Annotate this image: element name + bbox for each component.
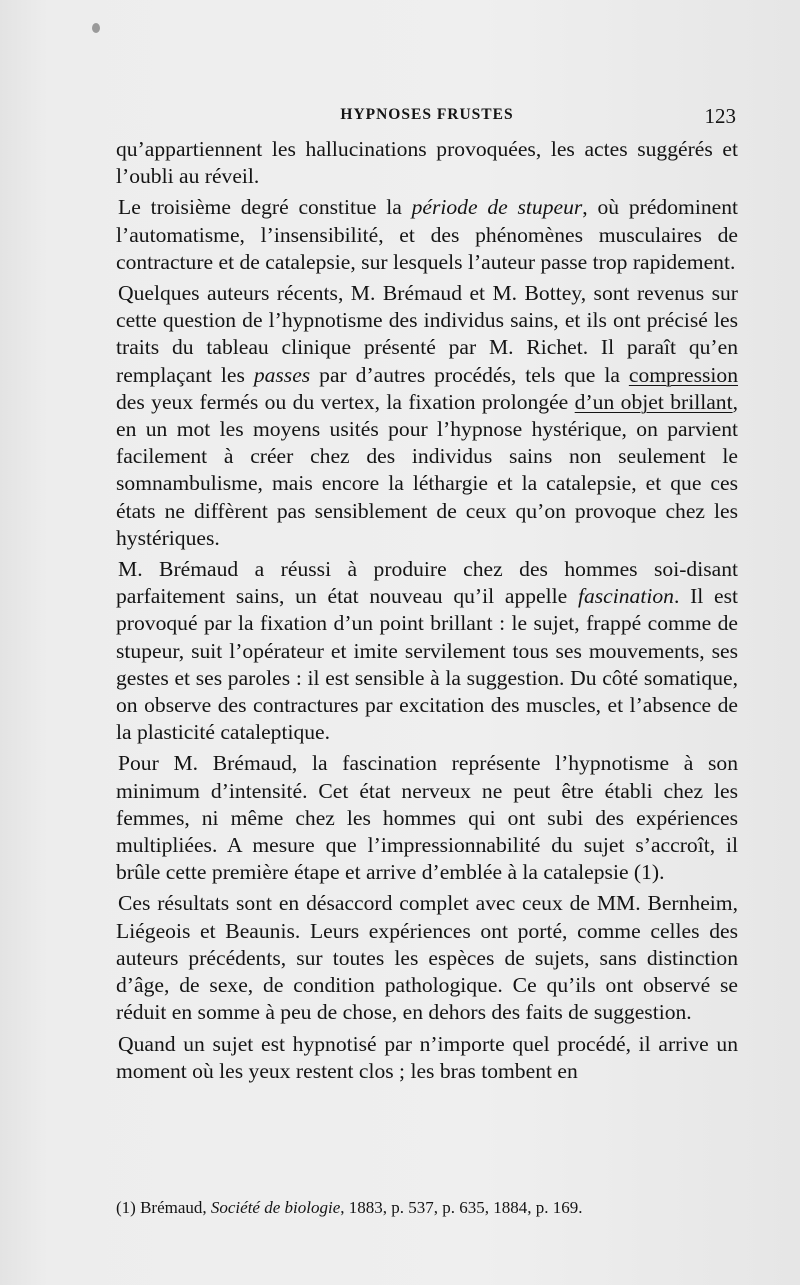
text-run: Le troisième degré constitue la (118, 195, 412, 220)
ink-speck (92, 23, 100, 33)
page-number: 123 (704, 104, 736, 128)
paragraph (116, 136, 738, 190)
paragraph (116, 556, 738, 746)
text-run: Ces résultats sont en désaccord complet avec ceux de MM. Bernheim, Liégeois et Beaunis. Leurs expériences ont porté, comme celles des auteurs précédents, sur toutes les espèces de sujets, sans distinction d’âge, de sexe, de condition pathologique. Ce qu’ils ont observé se réduit en somme à peu de chose, en dehors des faits de suggestion. (116, 891, 738, 1025)
italic-phrase: période de stupeur (411, 195, 583, 220)
text-run: Pour M. Brémaud, la fascination représente l’hypnotisme à son minimum d’intensité. Cet état nerveux ne peut être établi chez les femmes, ni même chez les hommes qui ont subi des expériences multipliées. A mesure que l’impressionnabilité du sujet s’accroît, il brûle cette première étape et arrive d’emblée à la catalepsie (1). (116, 751, 738, 885)
text-run: qu’appartiennent les hallucinations provoquées, les actes suggérés et l’oubli au réveil. (116, 137, 738, 189)
page-header (116, 104, 738, 130)
text-run: Quelques auteurs récents, M. Brémaud et M. Bottey, sont revenus sur cette question de l’hypnotisme des individus sains, et ils ont précisé les traits du tableau clinique présenté par M. Richet. Il paraît qu’en remplaçant les (116, 281, 738, 387)
paragraph (116, 1031, 738, 1085)
text-run: , en un mot les moyens usités pour l’hypnose hystérique, on parvient facilement à créer chez des individus sains non seulement le somnambulisme, mais encore la léthargie et la catalepsie, et que ces états ne diffèrent pas sensiblement de ceux qu’on provoque chez les hystériques. (116, 389, 738, 550)
footnote-source: Société de biologie (210, 1198, 341, 1217)
paragraph (116, 280, 738, 552)
paragraph (116, 750, 738, 886)
body-text (116, 136, 738, 1085)
footnote-rest: , 1883, p. 537, p. 635, 1884, p. 169. (340, 1198, 583, 1217)
text-run: , où prédominent l’automatisme, l’insensibilité, et des phénomènes musculaires de contracture et de catalepsie, sur lesquels l’auteur passe trop rapidement. (116, 195, 738, 274)
italic-phrase: passes (253, 362, 311, 387)
paragraph (116, 194, 738, 276)
footnote-mark: (1) Brémaud, (116, 1198, 211, 1217)
text-run: M. Brémaud a réussi à produire chez des hommes soi-disant parfaitement sains, un état nouveau qu’il appelle (116, 557, 738, 609)
text-run: . Il est provoqué par la fixation d’un point brillant : le sujet, frappé comme de stupeur, suit l’opérateur et imite servilement tous ses mouvements, ses gestes et ses paroles : il est sensible à la suggestion. Du côté somatique, on observe des contractures par excitation des muscles, et l’absence de la plasticité cataleptique. (116, 584, 739, 745)
text-run: Quand un sujet est hypnotisé par n’importe quel procédé, il arrive un moment où les yeux restent clos ; les bras tombent en (116, 1031, 738, 1083)
footnote (116, 1197, 738, 1219)
text-run: par d’autres procédés, tels que la (310, 362, 629, 387)
text-run: des yeux fermés ou du vertex, la fixation prolongée (116, 389, 575, 414)
running-title: HYPNOSES FRUSTES (340, 106, 514, 123)
paragraph (116, 890, 738, 1026)
underlined-phrase: compression (628, 362, 739, 387)
underlined-phrase: d’un objet brillant (574, 389, 733, 414)
italic-phrase: fascination (577, 584, 674, 609)
